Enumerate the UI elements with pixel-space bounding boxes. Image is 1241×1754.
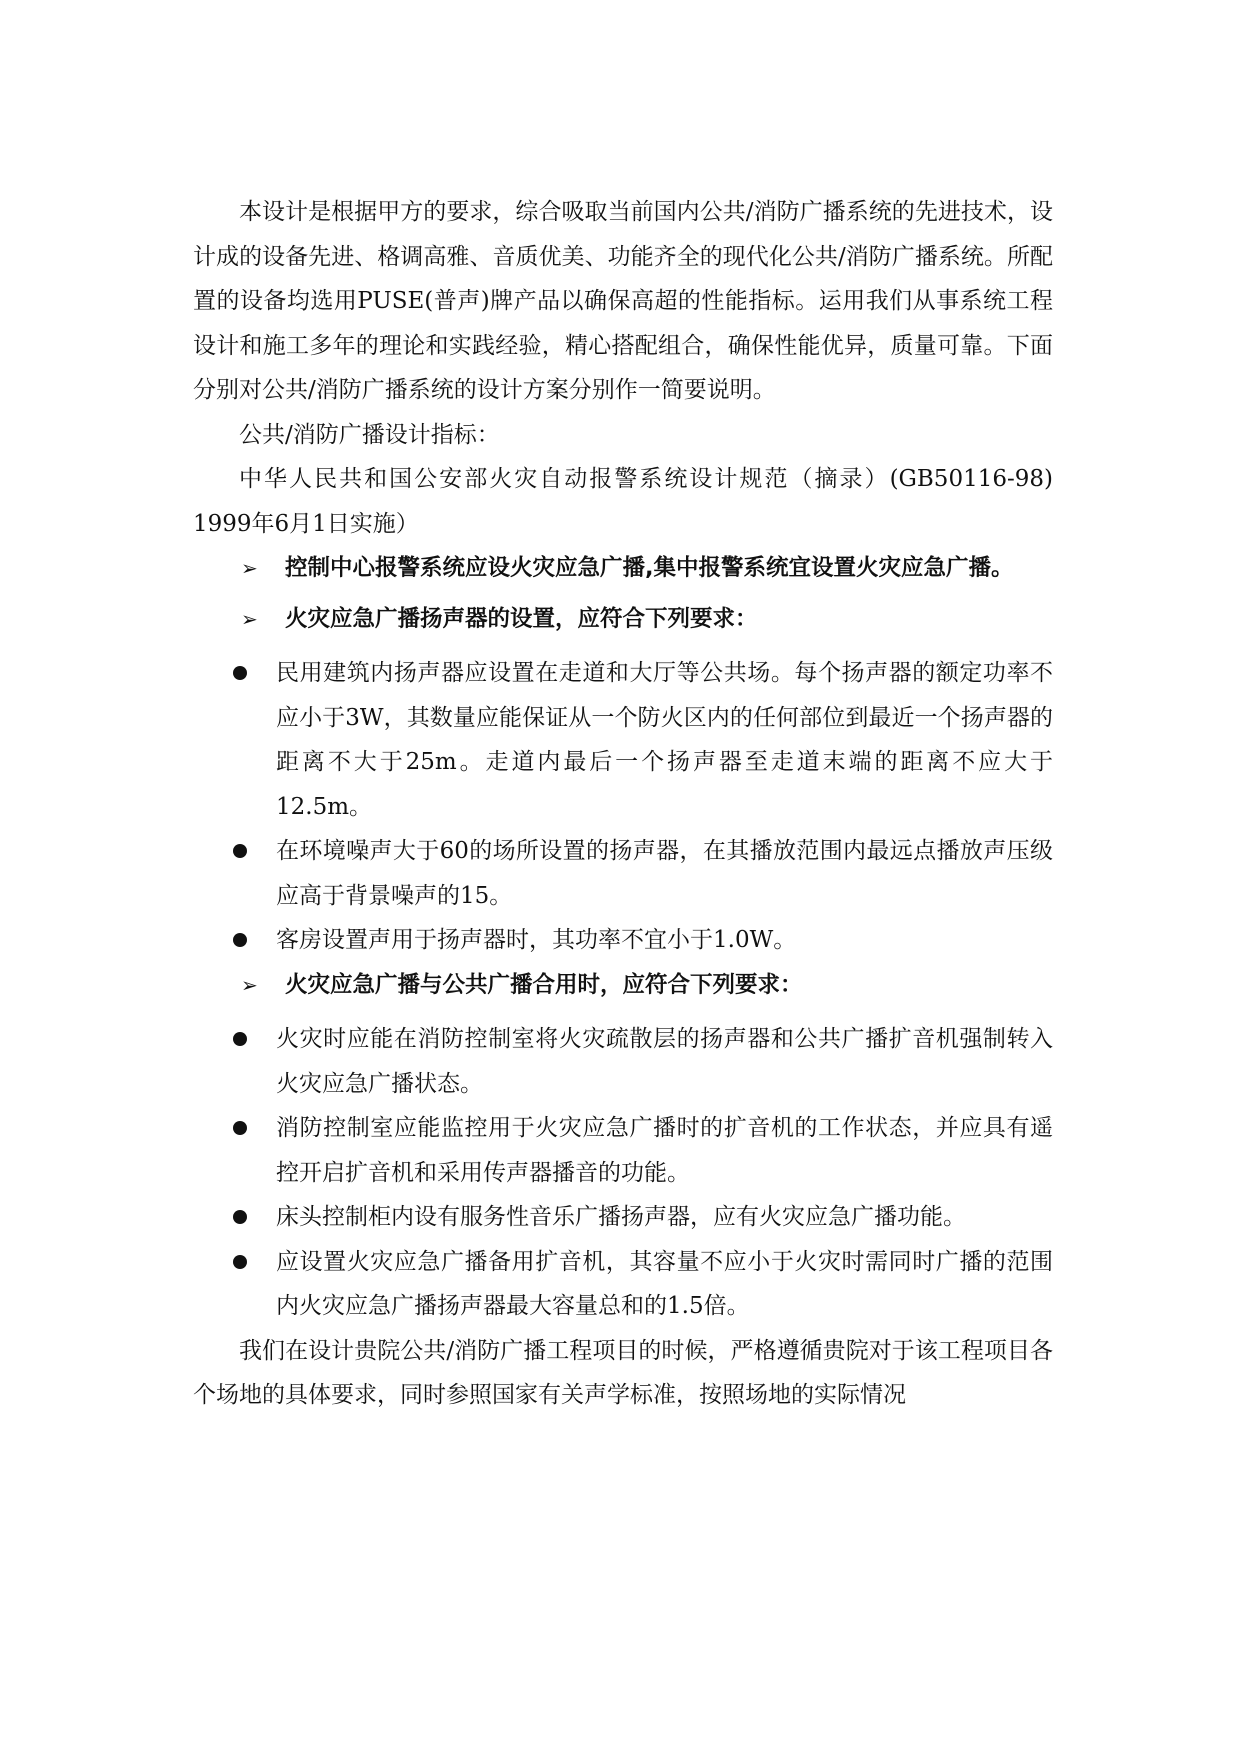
list-item: 民用建筑内扬声器应设置在走道和大厅等公共场。每个扬声器的额定功率不应小于3W，其数量应能保证从一个防火区内的任何部位到最近一个扬声器的距离不大于25m。走道内最后一个扬声器至走道末端的距离不应大于12.5m。 [193, 651, 1053, 829]
bullet-dot-icon [233, 1121, 247, 1135]
heading-combined-use [193, 963, 1053, 1008]
arrow-bullet-icon: ➢ [241, 972, 258, 997]
document-body [193, 190, 1053, 1418]
standard-reference: 中华人民共和国公安部火灾自动报警系统设计规范（摘录）(GB50116-98) 1999年6月1日实施） [193, 466, 1053, 537]
indicators-title: 公共/消防广播设计指标： [239, 421, 500, 448]
closing-paragraph: 我们在设计贵院公共/消防广播工程项目的时候，严格遵循贵院对于该工程项目各个场地的具体要求，同时参照国家有关声学标准，按照场地的实际情况 [193, 1337, 1053, 1408]
list-item: 在环境噪声大于60的场所设置的扬声器，在其播放范围内最远点播放声压级应高于背景噪声的15。 [193, 829, 1053, 918]
heading-speaker-setup [193, 597, 1053, 642]
heading-text: 火灾应急广播与公共广播合用时，应符合下列要求： [285, 971, 803, 998]
list-item: 应设置火灾应急广播备用扩音机，其容量不应小于火灾时需同时广播的范围内火灾应急广播扬声器最大容量总和的1.5倍。 [193, 1240, 1053, 1329]
heading-text: 控制中心报警系统应设火灾应急广播,集中报警系统宜设置火灾应急广播。 [285, 555, 1014, 581]
bullet-dot-icon [233, 844, 247, 858]
heading-text: 火灾应急广播扬声器的设置，应符合下列要求： [285, 605, 758, 632]
arrow-bullet-icon: ➢ [241, 606, 258, 631]
list-item: 火灾时应能在消防控制室将火灾疏散层的扬声器和公共广播扩音机强制转入火灾应急广播状态。 [193, 1017, 1053, 1106]
bullet-dot-icon [233, 1210, 247, 1224]
arrow-bullet-icon: ➢ [241, 556, 258, 580]
list-item: 客房设置声用于扬声器时，其功率不宜小于1.0W。 [193, 918, 1053, 963]
intro-paragraph: 本设计是根据甲方的要求，综合吸取当前国内公共/消防广播系统的先进技术，设计成的设备先进、格调高雅、音质优美、功能齐全的现代化公共/消防广播系统。所配置的设备均选用PUSE(普声)牌产品以确保高超的性能指标。运用我们从事系统工程设计和施工多年的理论和实践经验，精心搭配组合，确保性能优异，质量可靠。下面分别对公共/消防广播系统的设计方案分别作一简要说明。 [193, 199, 1053, 403]
list-item: 床头控制柜内设有服务性音乐广播扬声器，应有火灾应急广播功能。 [193, 1195, 1053, 1240]
heading-control-center [193, 546, 1053, 591]
bullet-dot-icon [233, 666, 247, 680]
bullet-dot-icon [233, 933, 247, 947]
bullet-dot-icon [233, 1032, 247, 1046]
bullet-dot-icon [233, 1255, 247, 1269]
list-item: 消防控制室应能监控用于火灾应急广播时的扩音机的工作状态，并应具有遥控开启扩音机和采用传声器播音的功能。 [193, 1106, 1053, 1195]
